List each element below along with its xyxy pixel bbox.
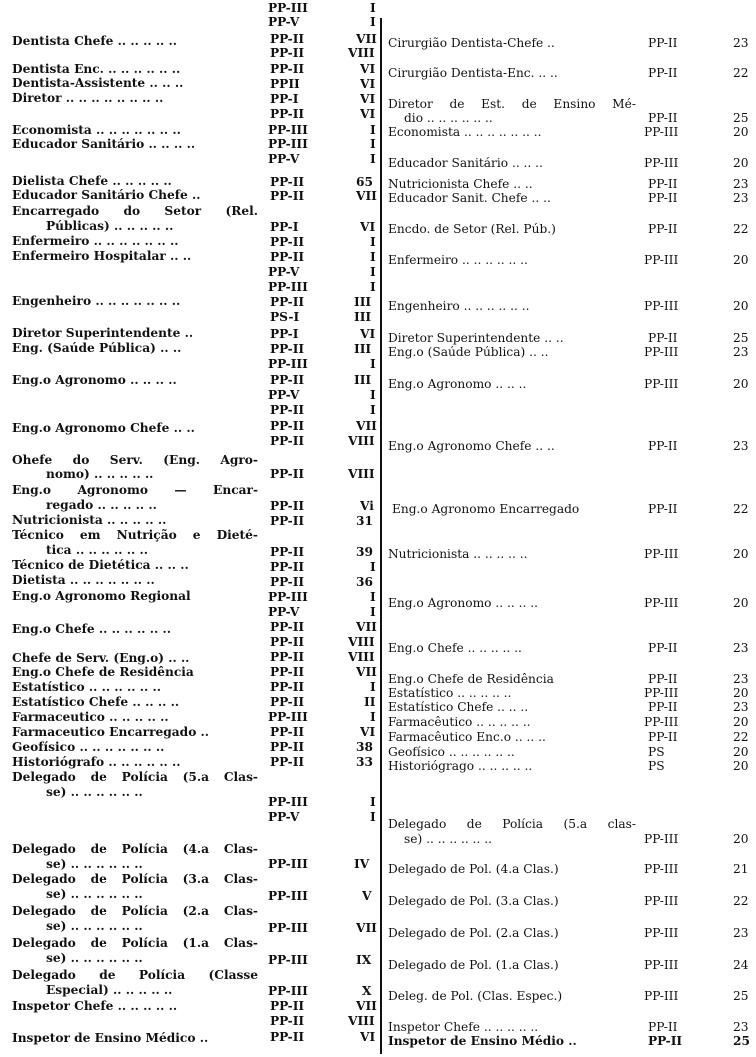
text-line: 25 <box>733 331 749 345</box>
text-line: PP-II <box>270 62 305 76</box>
text-line: I <box>370 280 376 294</box>
text-line: Eng.o Agronomo Chefe .. .. <box>388 439 555 453</box>
text-line: PP-II <box>270 755 305 769</box>
text-line: PP-II <box>270 575 305 589</box>
text-line: Diretor de Est. de Ensino Mé- <box>388 97 636 111</box>
text-line: I <box>370 265 376 279</box>
text-line: Eng.o Agronomo .. .. .. <box>388 377 527 391</box>
text-line: Dielista Chefe .. .. .. .. .. <box>12 174 172 188</box>
text-line: Eng.o (Saúde Pública) .. .. <box>388 345 549 359</box>
text-line: Eng. (Saúde Pública) .. .. <box>12 341 182 355</box>
text-line: 20 <box>733 547 749 561</box>
text-line: PP-II <box>270 189 305 203</box>
text-line: PP-II <box>648 191 678 205</box>
text-line: PP-III <box>644 345 679 359</box>
text-line: 23 <box>733 641 749 655</box>
text-line: VII <box>356 32 377 46</box>
text-line: Delegado de Polícia (3.a Clas- <box>12 872 258 886</box>
text-line: I <box>370 123 376 137</box>
text-line: PP-II <box>648 36 678 50</box>
text-line: PP-II <box>270 295 305 309</box>
text-line: PP-II <box>270 620 305 634</box>
text-line: VII <box>356 189 377 203</box>
text-line: Delegado de Pol. (4.a Clas.) <box>388 862 559 876</box>
text-line: 23 <box>733 1020 749 1034</box>
text-line: PP-III <box>268 710 308 724</box>
text-line: PP-V <box>268 15 300 29</box>
text-line: Engenheiro .. .. .. .. .. .. <box>388 299 530 313</box>
text-line: se) .. .. .. .. .. .. <box>46 951 143 965</box>
text-line: VI <box>360 77 376 91</box>
text-line: 23 <box>733 191 749 205</box>
text-line: PP-II <box>270 342 305 356</box>
text-line: PP-V <box>268 265 300 279</box>
text-line: 20 <box>733 596 749 610</box>
text-line: PP-I <box>270 220 299 234</box>
text-line: PP-III <box>644 832 679 846</box>
text-line: 22 <box>733 894 749 908</box>
text-line: 21 <box>733 862 749 876</box>
text-line: Historiógrafo .. .. .. .. .. .. <box>12 755 181 769</box>
text-line: VIII <box>348 46 375 60</box>
text-line: PP-III <box>644 862 679 876</box>
text-line: PP-II <box>648 111 678 125</box>
text-line: I <box>370 710 376 724</box>
text-line: 20 <box>733 253 749 267</box>
text-line: PP-II <box>270 467 305 481</box>
text-line: VI <box>360 327 376 341</box>
text-line: Delegado de Polícia (1.a Clas- <box>12 936 258 950</box>
text-line: I <box>370 152 376 166</box>
text-line: PP-V <box>268 810 300 824</box>
text-line: PP-II <box>648 700 678 714</box>
text-line: Nutricionista Chefe .. .. <box>388 177 533 191</box>
text-line: 20 <box>733 125 749 139</box>
text-line: Farmacêutico .. .. .. .. .. <box>388 715 531 729</box>
text-line: VIII <box>348 650 375 664</box>
text-line: VIII <box>348 434 375 448</box>
text-line: Especial) .. .. .. .. .. <box>46 983 173 997</box>
text-line: PP-III <box>268 280 308 294</box>
text-line: 20 <box>733 745 749 759</box>
text-line: PP-II <box>648 222 678 236</box>
text-line: Farmacêutico Enc.o .. .. .. <box>388 730 546 744</box>
text-line: V <box>362 889 372 903</box>
text-line: PP-II <box>270 499 305 513</box>
text-line: I <box>370 560 376 574</box>
text-line: PS <box>648 759 665 773</box>
text-line: Vi <box>360 499 374 513</box>
text-line: Delegado de Pol. (2.a Clas.) <box>388 926 559 940</box>
text-line: PP-II <box>270 403 305 417</box>
text-line: Dietista .. .. .. .. .. .. .. <box>12 573 155 587</box>
text-line: VIII <box>348 635 375 649</box>
text-line: PP-III <box>644 377 679 391</box>
text-line: I <box>370 137 376 151</box>
text-line: Economista .. .. .. .. .. .. .. <box>12 123 181 137</box>
text-line: PP-II <box>270 235 305 249</box>
text-line: PP-II <box>270 665 305 679</box>
text-line: PP-II <box>270 373 305 387</box>
text-line: Eng.o Agronomo Regional <box>12 589 191 603</box>
text-line: Economista .. .. .. .. .. .. .. <box>388 125 542 139</box>
text-line: PP-II <box>270 740 305 754</box>
text-line: Inspetor Chefe .. .. .. .. .. <box>388 1020 539 1034</box>
text-line: I <box>370 15 376 29</box>
text-line: X <box>362 984 372 998</box>
text-line: PP-II <box>270 434 305 448</box>
text-line: PP-II <box>648 502 678 516</box>
text-line: PP-II <box>270 419 305 433</box>
text-line: Dentista-Assistente .. .. .. <box>12 76 184 90</box>
text-line: Engenheiro .. .. .. .. .. .. .. <box>12 294 181 308</box>
text-line: PP-III <box>268 795 308 809</box>
text-line: Historiógrago .. .. .. .. .. <box>388 759 533 773</box>
text-line: Delegado de Polícia (2.a Clas- <box>12 904 258 918</box>
text-line: 25 <box>733 1034 750 1048</box>
text-line: PP-V <box>268 388 300 402</box>
text-line: VI <box>360 1030 376 1044</box>
text-line: PP-III <box>268 984 308 998</box>
text-line: se) .. .. .. .. .. .. <box>404 832 492 846</box>
text-line: 23 <box>733 345 749 359</box>
text-line: PS <box>648 745 665 759</box>
text-line: Enfermeiro .. .. .. .. .. .. .. <box>12 234 179 248</box>
text-line: PP-II <box>270 514 305 528</box>
text-line: 36 <box>356 575 373 589</box>
text-line: Eng.o Chefe de Residência <box>12 665 194 679</box>
text-line: 23 <box>733 439 749 453</box>
text-line: Eng.o Agronomo Chefe .. .. <box>12 421 195 435</box>
text-line: 23 <box>733 672 749 686</box>
text-line: I <box>370 590 376 604</box>
text-line: Eng.o Chefe .. .. .. .. .. <box>388 641 522 655</box>
text-line: PP-III <box>644 958 679 972</box>
text-line: Eng.o Chefe de Residência <box>388 672 554 686</box>
text-line: Eng.o Agronomo .. .. .. .. <box>12 373 177 387</box>
text-line: 20 <box>733 759 749 773</box>
text-line: PP-III <box>268 137 308 151</box>
text-line: Deleg. de Pol. (Clas. Espec.) <box>388 989 563 1003</box>
text-line: PP-I <box>270 92 299 106</box>
text-line: IX <box>356 953 372 967</box>
text-line: Públicas) .. .. .. .. .. <box>46 219 174 233</box>
text-line: PP-II <box>648 672 678 686</box>
text-line: I <box>370 357 376 371</box>
text-line: Farmaceutico Encarregado .. <box>12 725 210 739</box>
text-line: Eng.o Chefe .. .. .. .. .. .. <box>12 622 171 636</box>
text-line: 22 <box>733 730 749 744</box>
text-line: VI <box>360 62 376 76</box>
text-line: Geofísico .. .. .. .. .. .. <box>388 745 515 759</box>
text-line: 20 <box>733 715 749 729</box>
text-line: PP-II <box>270 250 305 264</box>
text-line: Cirurgião Dentista-Enc. .. .. <box>388 66 558 80</box>
text-line: 20 <box>733 377 749 391</box>
text-line: PP-V <box>268 605 300 619</box>
text-line: Inspetor de Ensino Médio .. <box>388 1034 577 1048</box>
text-line: I <box>370 605 376 619</box>
text-line: VI <box>360 220 376 234</box>
text-line: regado .. .. .. .. .. <box>46 498 157 512</box>
text-line: Técnico de Dietética .. .. .. <box>12 558 189 572</box>
text-line: IV <box>354 857 370 871</box>
text-line: I <box>370 810 376 824</box>
text-line: I <box>370 250 376 264</box>
text-line: 22 <box>733 66 749 80</box>
text-line: PP-II <box>270 650 305 664</box>
text-line: Encdo. de Setor (Rel. Púb.) <box>388 222 556 236</box>
text-line: III <box>354 342 372 356</box>
text-line: PP-II <box>270 545 305 559</box>
text-line: 39 <box>356 545 373 559</box>
text-line: VI <box>360 92 376 106</box>
text-line: III <box>354 373 372 387</box>
text-line: PP-III <box>644 596 679 610</box>
text-line: III <box>354 295 372 309</box>
text-line: PP-III <box>644 156 679 170</box>
text-line: Educador Sanitário .. .. .. <box>388 156 543 170</box>
text-line: I <box>370 1 376 15</box>
text-line: PP-II <box>270 560 305 574</box>
text-line: PP-III <box>268 953 308 967</box>
text-line: Eng.o Agronomo .. .. .. .. <box>388 596 538 610</box>
text-line: PP-II <box>270 32 305 46</box>
text-line: 20 <box>733 832 749 846</box>
text-line: PP-III <box>644 686 679 700</box>
text-line: Enfermeiro .. .. .. .. .. .. <box>388 253 528 267</box>
text-line: Educador Sanitário Chefe .. <box>12 188 201 202</box>
text-line: PP-II <box>270 46 305 60</box>
text-line: Estatístico Chefe .. .. .. .. <box>12 695 180 709</box>
text-line: PP-II <box>270 107 305 121</box>
text-line: PP-III <box>268 1 308 15</box>
text-line: Inspetor Chefe .. .. .. .. .. <box>12 999 178 1013</box>
text-line: PP-II <box>648 439 678 453</box>
text-line: Ohefe do Serv. (Eng. Agro- <box>12 453 258 467</box>
text-line: VII <box>356 665 377 679</box>
text-line: PP-III <box>644 125 679 139</box>
text-line: PP-II <box>648 66 678 80</box>
text-line: PP-II <box>270 725 305 739</box>
text-line: PP-II <box>648 730 678 744</box>
text-line: nomo) .. .. .. .. .. <box>46 467 154 481</box>
text-line: PP-II <box>270 635 305 649</box>
text-line: I <box>370 680 376 694</box>
text-line: Diretor .. .. .. .. .. .. .. .. <box>12 91 164 105</box>
text-line: Geofísico .. .. .. .. .. .. .. <box>12 740 165 754</box>
text-line: PP-II <box>270 999 305 1013</box>
text-line: dio .. .. .. .. .. .. <box>404 111 493 125</box>
text-line: Estatístico .. .. .. .. .. <box>388 686 512 700</box>
text-line: 23 <box>733 700 749 714</box>
text-line: Estatístico .. .. .. .. .. .. <box>12 680 161 694</box>
text-line: Técnico em Nutrição e Dieté- <box>12 528 258 542</box>
text-line: PP-I <box>270 327 299 341</box>
text-line: PP-III <box>268 889 308 903</box>
text-line: Delegado de Polícia (5.a clas- <box>388 817 636 831</box>
text-line: 20 <box>733 299 749 313</box>
text-line: PP-III <box>268 590 308 604</box>
text-line: Delegado de Polícia (Classe <box>12 968 258 982</box>
column-divider <box>380 18 382 1054</box>
text-line: Educador Sanit. Chefe .. .. <box>388 191 551 205</box>
text-line: Dentista Chefe .. .. .. .. .. <box>12 34 178 48</box>
text-line: VIII <box>348 1014 375 1028</box>
text-line: VI <box>360 725 376 739</box>
text-line: PP-II <box>648 331 678 345</box>
text-line: 24 <box>733 958 749 972</box>
text-line: 20 <box>733 156 749 170</box>
text-line: se) .. .. .. .. .. .. <box>46 857 143 871</box>
text-line: PP-V <box>268 152 300 166</box>
text-line: Chefe de Serv. (Eng.o) .. .. <box>12 651 190 665</box>
text-line: VII <box>356 921 377 935</box>
text-line: PP-II <box>648 1034 683 1048</box>
text-line: 23 <box>733 177 749 191</box>
text-line: PP-II <box>270 175 305 189</box>
text-line: 65 <box>356 175 373 189</box>
text-line: Delegado de Polícia (5.a Clas- <box>12 770 258 784</box>
text-line: PP-III <box>644 989 679 1003</box>
text-line: I <box>370 795 376 809</box>
text-line: III <box>354 310 372 324</box>
text-line: PP-III <box>644 253 679 267</box>
text-line: Cirurgião Dentista-Chefe .. <box>388 36 555 50</box>
text-line: PP-III <box>268 921 308 935</box>
text-line: Eng.o Agronomo — Encar- <box>12 483 258 497</box>
text-line: VIII <box>348 467 375 481</box>
text-line: PP-III <box>644 547 679 561</box>
text-line: PP-II <box>270 1030 305 1044</box>
text-line: II <box>364 695 376 709</box>
text-line: tica .. .. .. .. .. .. <box>46 543 148 557</box>
text-line: Estatístico Chefe .. .. .. <box>388 700 529 714</box>
text-line: Farmaceutico .. .. .. .. .. <box>12 710 169 724</box>
text-line: I <box>370 388 376 402</box>
text-line: I <box>370 403 376 417</box>
text-line: 31 <box>356 514 373 528</box>
text-line: PP-II <box>270 695 305 709</box>
text-line: VI <box>360 107 376 121</box>
text-line: Educador Sanitário .. .. .. .. <box>12 137 196 151</box>
text-line: se) .. .. .. .. .. .. <box>46 887 143 901</box>
text-line: VII <box>356 999 377 1013</box>
text-line: 22 <box>733 222 749 236</box>
text-line: PP-II <box>648 1020 678 1034</box>
text-line: Diretor Superintendente .. .. <box>388 331 564 345</box>
text-line: Nutricionista .. .. .. .. .. <box>12 513 167 527</box>
text-line: PP-II <box>270 680 305 694</box>
text-line: PP-III <box>644 715 679 729</box>
text-line: PP-III <box>268 857 308 871</box>
text-line: PP-III <box>268 123 308 137</box>
text-line: 23 <box>733 926 749 940</box>
text-line: PPII <box>270 77 300 91</box>
text-line: 23 <box>733 36 749 50</box>
text-line: Nutricionista .. .. .. .. .. <box>388 547 528 561</box>
text-line: Eng.o Agronomo Encarregado <box>392 502 580 516</box>
text-line: Encarregado do Setor (Rel. <box>12 204 258 218</box>
text-line: PS-I <box>270 310 300 324</box>
text-line: 33 <box>356 755 373 769</box>
text-line: PP-III <box>644 894 679 908</box>
text-line: PP-II <box>648 641 678 655</box>
text-line: Diretor Superintendente .. <box>12 326 194 340</box>
text-line: VII <box>356 620 377 634</box>
text-line: PP-III <box>644 926 679 940</box>
text-line: 38 <box>356 740 373 754</box>
text-line: 20 <box>733 686 749 700</box>
text-line: Inspetor de Ensino Médico .. <box>12 1031 209 1045</box>
text-line: Delegado de Pol. (3.a Clas.) <box>388 894 559 908</box>
text-line: I <box>370 235 376 249</box>
text-line: 25 <box>733 111 749 125</box>
text-line: PP-II <box>270 1014 305 1028</box>
text-line: 22 <box>733 502 749 516</box>
text-line: Delegado de Polícia (4.a Clas- <box>12 842 258 856</box>
text-line: se) .. .. .. .. .. .. <box>46 785 143 799</box>
text-line: Dentista Enc. .. .. .. .. .. .. <box>12 62 181 76</box>
text-line: se) .. .. .. .. .. .. <box>46 919 143 933</box>
text-line: PP-III <box>644 299 679 313</box>
text-line: Delegado de Pol. (1.a Clas.) <box>388 958 559 972</box>
text-line: PP-III <box>268 357 308 371</box>
text-line: PP-II <box>648 177 678 191</box>
text-line: VII <box>356 419 377 433</box>
text-line: 25 <box>733 989 749 1003</box>
text-line: Enfermeiro Hospitalar .. .. <box>12 249 192 263</box>
